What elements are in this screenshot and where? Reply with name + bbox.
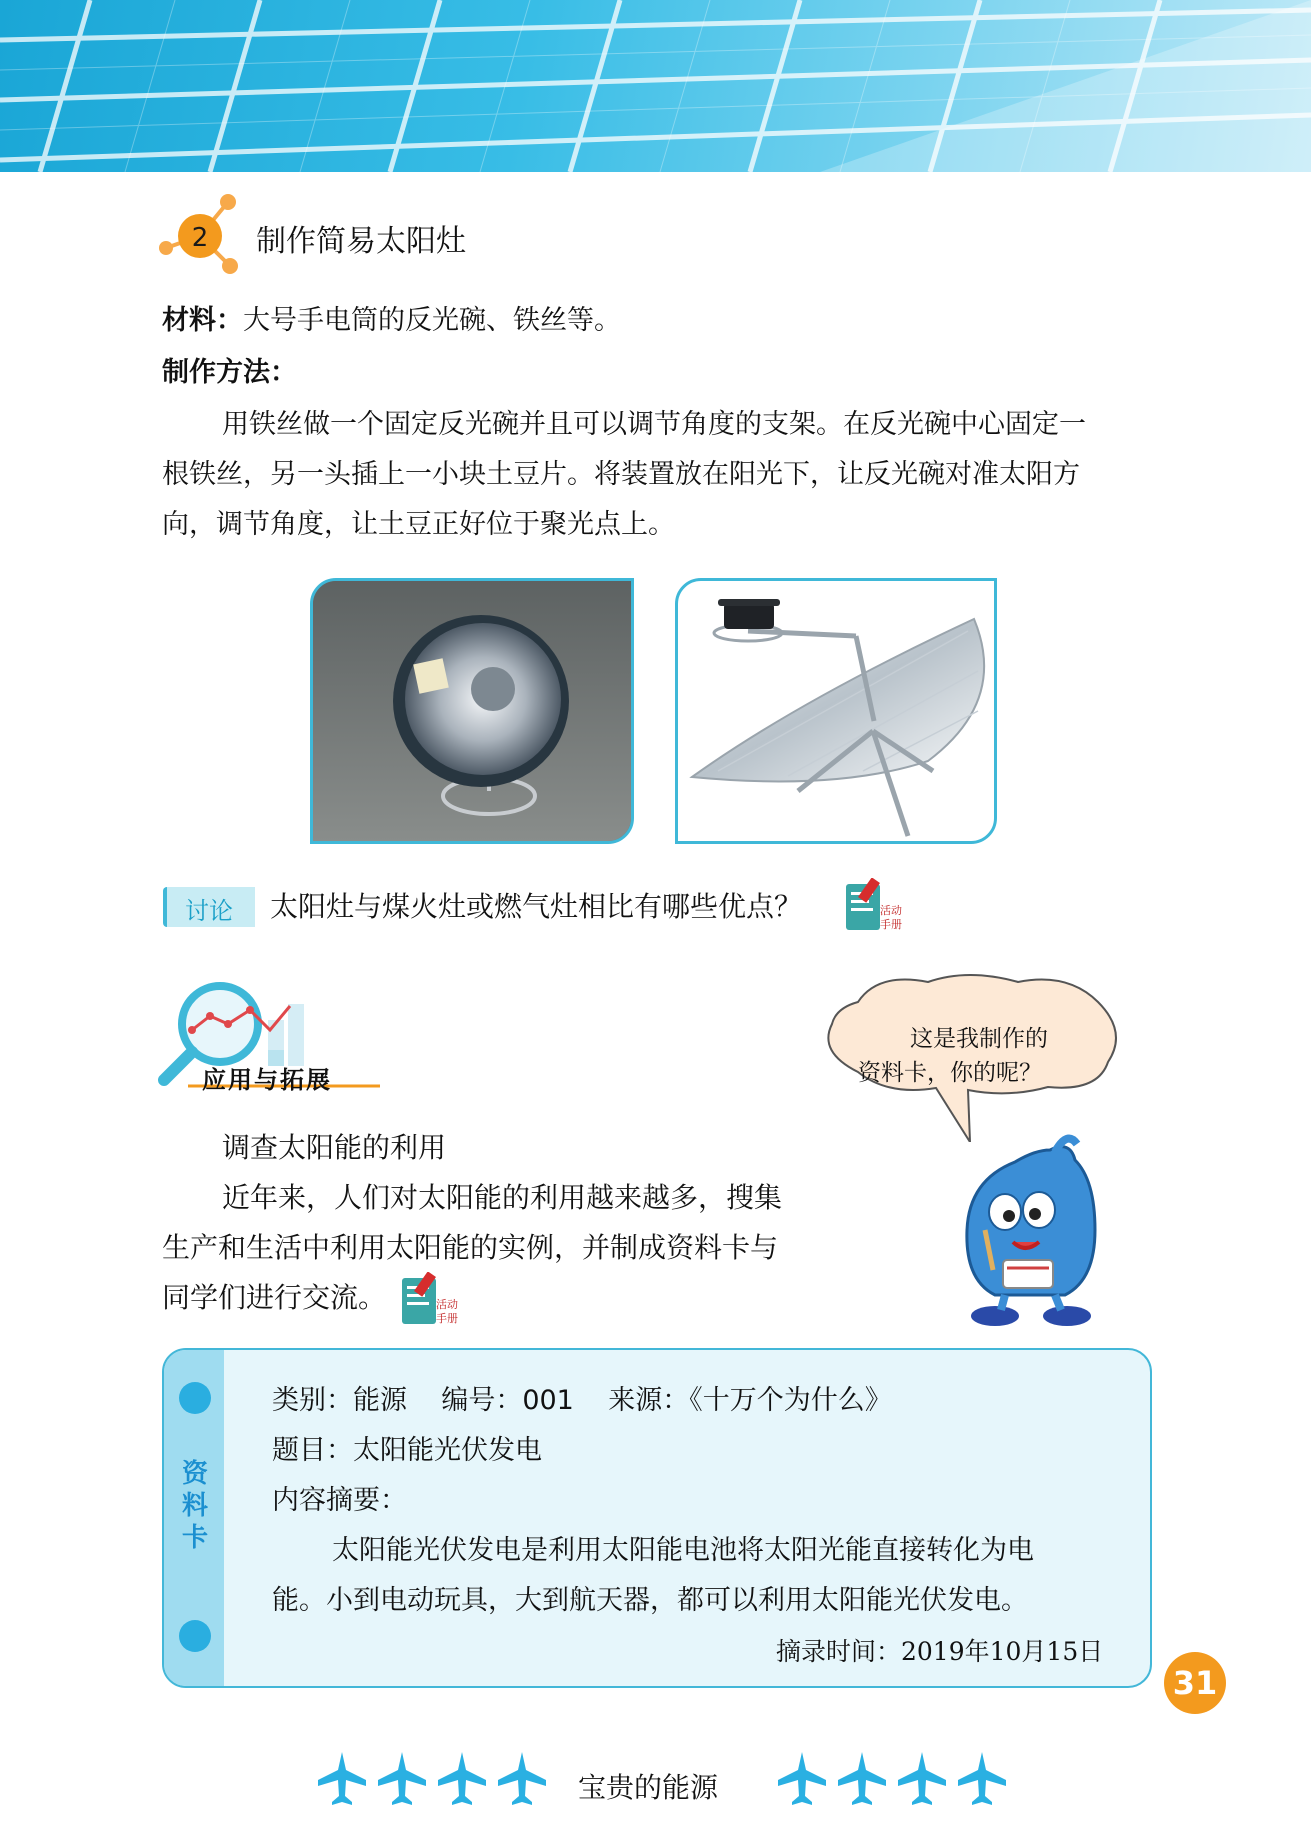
molecule-icon xyxy=(158,190,248,280)
activity-handbook-icon xyxy=(402,1272,472,1332)
card-dot-top xyxy=(179,1382,211,1414)
section-title: 制作简易太阳灶 xyxy=(256,224,466,259)
handbook-line-2: 手册 xyxy=(880,918,902,931)
apply-line-1: 近年来，人们对太阳能的利用越来越多，搜集 xyxy=(222,1181,783,1214)
apply-subhead: 调查太阳能的利用 xyxy=(222,1131,447,1164)
airplane-icon xyxy=(376,1750,428,1806)
method-label: 制作方法： xyxy=(162,357,297,388)
card-summary-label: 内容摘要： xyxy=(272,1485,407,1516)
footer-title: 宝贵的能源 xyxy=(578,1771,719,1804)
solar-panel-image xyxy=(0,0,1311,172)
airplane-icon xyxy=(836,1750,888,1806)
materials-label: 材料： xyxy=(162,305,243,336)
solar-cooker-photo xyxy=(675,578,997,844)
info-card xyxy=(162,1348,1152,1688)
discussion-question: 太阳灶与煤火灶或燃气灶相比有哪些优点？ xyxy=(270,890,803,923)
apply-line-2: 生产和生活中利用太阳能的实例，并制成资料卡与 xyxy=(162,1231,779,1264)
airplane-icon xyxy=(436,1750,488,1806)
method-line-3: 向，调节角度，让土豆正好位于聚光点上。 xyxy=(162,509,675,540)
handbook-line-2: 手册 xyxy=(436,1312,458,1325)
method-line-1: 用铁丝做一个固定反光碗并且可以调节角度的支架。在反光碗中心固定一 xyxy=(222,409,1086,440)
card-summary-line-2: 能。小到电动玩具，大到航天器，都可以利用太阳能光伏发电。 xyxy=(272,1585,1028,1616)
airplane-icon xyxy=(316,1750,368,1806)
card-date: 摘录时间：2019年10月15日 xyxy=(776,1637,1104,1666)
apply-title: 应用与拓展 xyxy=(202,1066,332,1094)
header-banner xyxy=(0,0,1311,172)
discussion-label: 讨论 xyxy=(185,897,233,925)
mascot-character xyxy=(955,1130,1105,1330)
discussion-tag xyxy=(163,887,255,927)
card-dot-bottom xyxy=(179,1620,211,1652)
handbook-line-1: 活动 xyxy=(436,1298,458,1311)
activity-handbook-icon xyxy=(846,878,916,938)
bubble-line-2: 资料卡，你的呢？ xyxy=(858,1060,1042,1086)
apply-line-3: 同学们进行交流。 xyxy=(162,1281,387,1314)
airplane-icon xyxy=(496,1750,548,1806)
handbook-line-1: 活动 xyxy=(880,904,902,917)
method-line-2: 根铁丝，另一头插上一小块土豆片。将装置放在阳光下，让反光碗对准太阳方 xyxy=(162,459,1080,490)
airplane-icon xyxy=(896,1750,948,1806)
reflector-bowl-photo xyxy=(310,578,634,844)
card-summary-line-1: 太阳能光伏发电是利用太阳能电池将太阳光能直接转化为电 xyxy=(332,1535,1034,1566)
card-meta: 类别：能源 编号：001 来源：《十万个为什么》 xyxy=(272,1385,892,1416)
card-topic: 题目：太阳能光伏发电 xyxy=(272,1435,542,1466)
materials-line xyxy=(162,296,621,346)
card-vertical-title: 资 料 卡 xyxy=(181,1459,208,1553)
airplane-icon xyxy=(956,1750,1008,1806)
airplane-icon xyxy=(776,1750,828,1806)
section-number: 2 xyxy=(191,223,209,253)
bubble-line-1: 这是我制作的 xyxy=(910,1026,1048,1052)
materials-text: 大号手电筒的反光碗、铁丝等。 xyxy=(243,305,621,336)
page-number: 31 xyxy=(1164,1652,1226,1714)
card-side-strip xyxy=(164,1350,224,1688)
